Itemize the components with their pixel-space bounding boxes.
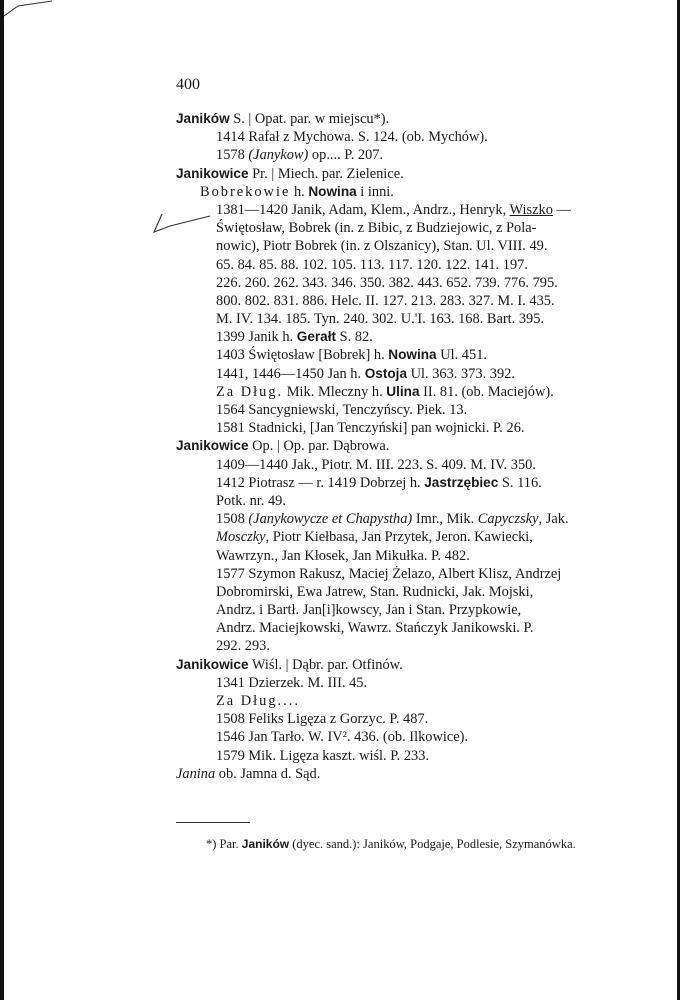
text-segment: Op. | Op. par. Dąbrowa. bbox=[248, 438, 390, 455]
text-line bbox=[176, 492, 616, 510]
text-segment: Imr., Mik. bbox=[412, 511, 478, 528]
text-line bbox=[176, 674, 616, 692]
text-segment: , Jak. bbox=[538, 511, 569, 528]
text-segment: 1409—1440 Jak., Piotr. M. III. 223. S. 409. M. IV. 350. bbox=[216, 456, 536, 473]
text-segment: Wiszko bbox=[509, 201, 553, 218]
text-segment: 1403 Świętosław [Bobrek] h. bbox=[216, 347, 389, 364]
text-segment: 1577 Szymon Rakusz, Maciej Żelazo, Albert Klisz, Andrzej bbox=[216, 565, 562, 582]
text-segment: Potk. nr. 49. bbox=[216, 492, 286, 509]
corner-scan-mark bbox=[4, 0, 54, 20]
text-segment: nowic), Piotr Bobrek (in. z Olszanicy), Stan. Ul. VIII. 49. bbox=[216, 238, 548, 255]
text-segment: op.... P. 207. bbox=[308, 147, 384, 164]
footnote-term: Janików bbox=[241, 837, 290, 851]
text-segment: Janikowice bbox=[176, 438, 249, 454]
text-line bbox=[176, 274, 616, 292]
text-line bbox=[176, 365, 616, 383]
text-segment: S. 82. bbox=[336, 329, 373, 346]
footnote bbox=[206, 837, 576, 852]
text-segment: Janikowice bbox=[176, 656, 249, 672]
text-segment: 800. 802. 831. 886. Helc. II. 127. 213. 283. 327. M. I. 435. bbox=[216, 292, 555, 309]
text-segment: Dobromirski, Ewa Jatrew, Stan. Rudnicki, Jak. Mojski, bbox=[216, 583, 534, 600]
text-segment: Pr. | Miech. par. Zielenice. bbox=[248, 165, 404, 182]
text-line bbox=[176, 528, 616, 546]
left-page-edge bbox=[0, 0, 4, 1000]
text-segment: S. 116. bbox=[498, 474, 542, 491]
text-segment: 1414 Rafał z Mychowa. S. 124. (ob. Mychów). bbox=[216, 129, 488, 146]
text-segment: Capyczsky bbox=[477, 511, 539, 528]
text-segment: 1381—1420 Janik, Adam, Klem., Andrz., Henryk, bbox=[216, 201, 510, 218]
text-segment: 1441, 1446—1450 Jan h. bbox=[216, 365, 365, 382]
text-segment: 1341 Dzierzek. M. III. 45. bbox=[216, 674, 368, 691]
right-page-edge bbox=[677, 0, 680, 1000]
text-line bbox=[176, 474, 616, 492]
text-segment: Świętosław, Bobrek (in. z Bibic, z Budziejowic, z Pola- bbox=[216, 220, 537, 237]
text-line bbox=[176, 183, 616, 201]
text-line bbox=[176, 201, 616, 219]
text-segment: h. bbox=[290, 183, 309, 200]
text-segment: Nowina bbox=[308, 183, 357, 199]
text-line bbox=[176, 637, 616, 655]
text-line bbox=[176, 656, 616, 674]
text-line bbox=[176, 728, 616, 746]
page-number: 400 bbox=[176, 76, 200, 93]
text-segment: Jastrzębiec bbox=[424, 474, 499, 490]
text-line bbox=[176, 692, 616, 710]
text-line bbox=[176, 292, 616, 310]
text-line bbox=[176, 256, 616, 274]
text-line bbox=[176, 346, 616, 364]
text-segment: 1508 Feliks Ligęza z Gorzyc. P. 487. bbox=[216, 711, 429, 728]
text-line bbox=[176, 419, 616, 437]
text-segment: Andrz. Maciejkowski, Wawrz. Stańczyk Janikowski. P. bbox=[216, 620, 534, 637]
text-line bbox=[176, 165, 616, 183]
text-segment: S. | Opat. par. w miejscu*). bbox=[229, 111, 390, 127]
text-segment: 226. 260. 262. 343. 346. 350. 382. 443. 652. 739. 776. 795. bbox=[216, 274, 558, 291]
text-segment: II. 81. (ob. Maciejów). bbox=[419, 383, 554, 400]
text-segment: , Piotr Kiełbasa, Jan Przytek, Jeron. Kawiecki, bbox=[265, 529, 533, 546]
text-segment: Andrz. i Bartł. Jan[i]kowscy, Jan i Stan. Przypkowie, bbox=[216, 602, 522, 619]
text-segment: (Janykowycze et Chapystha) bbox=[248, 511, 413, 528]
text-line bbox=[176, 219, 616, 237]
text-segment: Bobrekowie bbox=[200, 183, 291, 200]
text-line bbox=[176, 710, 616, 728]
text-segment: ob. Jamna d. Sąd. bbox=[215, 765, 321, 782]
text-segment: 1578 bbox=[216, 147, 249, 164]
dictionary-text bbox=[176, 110, 616, 783]
text-segment: 1546 Jan Tarło. W. IV². 436. (ob. Ilkowice). bbox=[216, 729, 469, 746]
text-segment: Wiśl. | Dąbr. par. Otfinów. bbox=[248, 656, 403, 673]
text-segment: 1581 Stadnicki, [Jan Tenczyński] pan wojnicki. P. 26. bbox=[216, 420, 525, 437]
text-line bbox=[176, 456, 616, 474]
text-segment: Ul. 451. bbox=[436, 347, 487, 364]
text-segment: 1508 bbox=[216, 511, 249, 528]
footnote-text: (dyec. sand.): Janików, Podgaje, Podlesie, Szymanówka. bbox=[289, 837, 576, 851]
text-segment: Ul. 363. 373. 392. bbox=[407, 365, 515, 382]
text-line bbox=[176, 401, 616, 419]
text-segment: Za Dług.... bbox=[216, 693, 300, 709]
text-segment: 1564 Sancygniewski, Tenczyńscy. Piek. 13. bbox=[216, 402, 468, 418]
text-line bbox=[176, 510, 616, 528]
text-line bbox=[176, 328, 616, 346]
text-segment: M. IV. 134. 185. Tyn. 240. 302. U.'I. 163. 168. Bart. 395. bbox=[216, 311, 545, 328]
text-segment: i inni. bbox=[356, 183, 394, 200]
text-segment: Ostoja bbox=[364, 365, 408, 381]
text-segment: 292. 293. bbox=[216, 638, 270, 655]
text-segment: 1399 Janik h. bbox=[216, 329, 297, 346]
text-segment: (Janykow) bbox=[248, 147, 309, 164]
text-segment: Gerałt bbox=[296, 329, 337, 345]
text-line bbox=[176, 237, 616, 255]
footnote-rule bbox=[176, 822, 250, 823]
text-segment: Janikowice bbox=[176, 165, 249, 181]
text-segment: 1579 Mik. Ligęza kaszt. wiśl. P. 233. bbox=[216, 747, 430, 764]
text-segment: Nowina bbox=[388, 347, 437, 363]
text-segment: Za Dług. bbox=[216, 383, 284, 400]
text-line bbox=[176, 619, 616, 637]
text-line bbox=[176, 547, 616, 565]
text-segment: Mosczky bbox=[216, 529, 266, 546]
text-segment: Ulina bbox=[386, 383, 420, 399]
text-segment: 65. 84. 85. 88. 102. 105. 113. 117. 120. 122. 141. 197. bbox=[216, 256, 528, 273]
text-line bbox=[176, 383, 616, 401]
text-line bbox=[176, 583, 616, 601]
text-segment: Mik. Mleczny h. bbox=[283, 383, 387, 400]
text-line bbox=[176, 110, 616, 128]
text-line bbox=[176, 565, 616, 583]
text-segment: — bbox=[552, 201, 571, 218]
text-line bbox=[176, 310, 616, 328]
text-line bbox=[176, 128, 616, 146]
text-line bbox=[176, 437, 616, 455]
text-line bbox=[176, 601, 616, 619]
text-segment: 1412 Piotrasz — r. 1419 Dobrzej h. bbox=[216, 474, 425, 491]
text-segment: Wawrzyn., Jan Kłosek, Jan Mikułka. P. 482. bbox=[216, 547, 470, 564]
text-line bbox=[176, 765, 616, 783]
text-segment: Janina bbox=[176, 765, 216, 782]
text-line bbox=[176, 747, 616, 765]
text-line bbox=[176, 146, 616, 164]
footnote-marker: *) Par. bbox=[206, 837, 239, 851]
text-segment: Janików bbox=[176, 111, 230, 126]
